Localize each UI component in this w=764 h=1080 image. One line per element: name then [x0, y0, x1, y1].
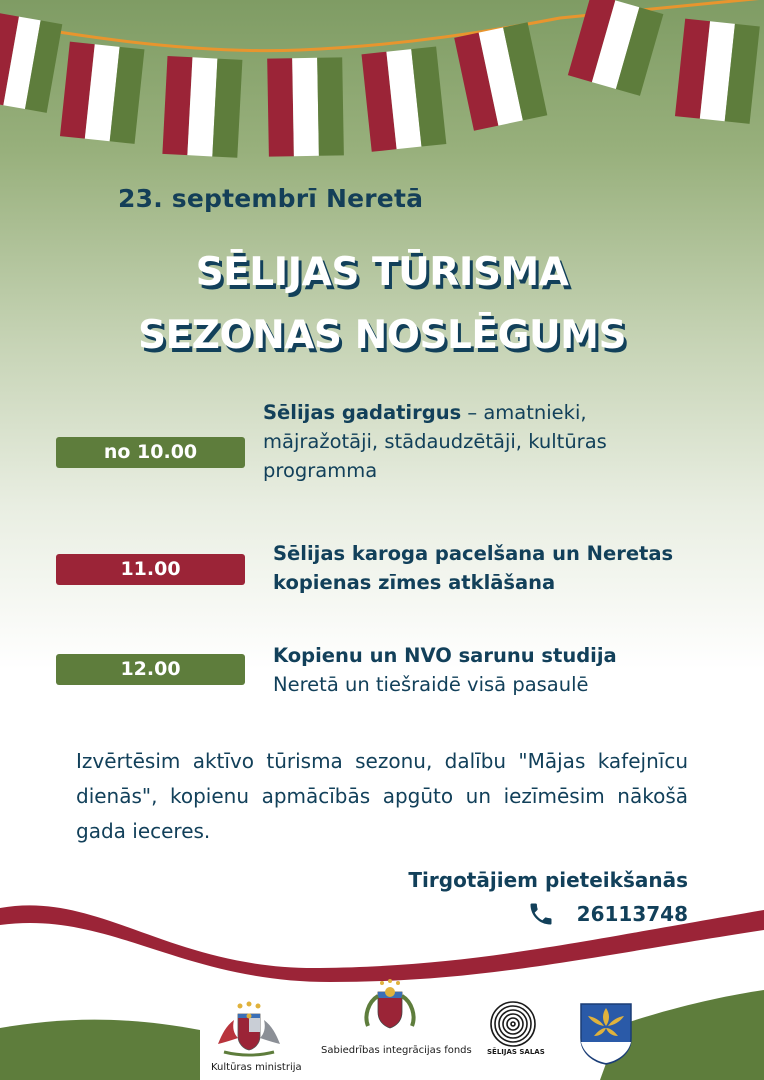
- fund-coat-of-arms-icon: [360, 978, 420, 1036]
- event-2-text-1: Sēlijas karoga pacelšana un Neretas: [273, 542, 674, 565]
- page-title-line-2: SEZONAS NOSLĒGUMS: [137, 313, 627, 358]
- latvia-coat-of-arms-icon: [212, 1000, 286, 1058]
- event-1-title: Sēlijas gadatirgus: [263, 401, 462, 424]
- page-title-line-1: SĒLIJAS TŪRISMA: [195, 250, 569, 295]
- event-1-text-2: mājražotāji, stādaudzētāji, kultūras: [263, 430, 607, 453]
- description-paragraph: Izvērtēsim aktīvo tūrisma sezonu, dalību "Mājas kafejnīcu dienās", kopienu apmācībās apgūto un iezīmēsim nākošā gada ieceres.: [76, 749, 688, 843]
- logo-fund-caption: Sabiedrības integrācijas fonds: [321, 1045, 472, 1056]
- time-badge-2: 11.00: [56, 554, 245, 585]
- bunting-flags: [0, 0, 764, 170]
- event-3-text-1: Kopienu un NVO sarunu studija: [273, 644, 617, 667]
- vendor-signup-label: Tirgotājiem pieteikšanās: [408, 868, 688, 892]
- event-2-description: [273, 539, 673, 597]
- contact-phone: 26113748: [576, 902, 688, 926]
- event-1-text-1: – amatnieki,: [461, 401, 587, 424]
- event-1-description: [263, 398, 607, 485]
- event-2-text-2: kopienas zīmes atklāšana: [273, 571, 556, 594]
- time-badge-3: 12.00: [56, 654, 245, 685]
- event-1-text-3: programma: [263, 459, 378, 482]
- time-badge-1: no 10.00: [56, 437, 245, 468]
- event-date-location: 23. septembrī Neretā: [118, 184, 424, 213]
- logo-ministry-caption: Kultūras ministrija: [211, 1062, 302, 1073]
- fingerprint-logo-icon: [487, 1000, 539, 1048]
- logo-selijas-caption: SĒLIJAS SALAS: [487, 1048, 545, 1056]
- coat-of-arms-icon: [578, 1002, 634, 1066]
- event-3-description: [273, 641, 617, 699]
- event-3-text-2: Neretā un tiešraidē visā pasaulē: [273, 673, 589, 696]
